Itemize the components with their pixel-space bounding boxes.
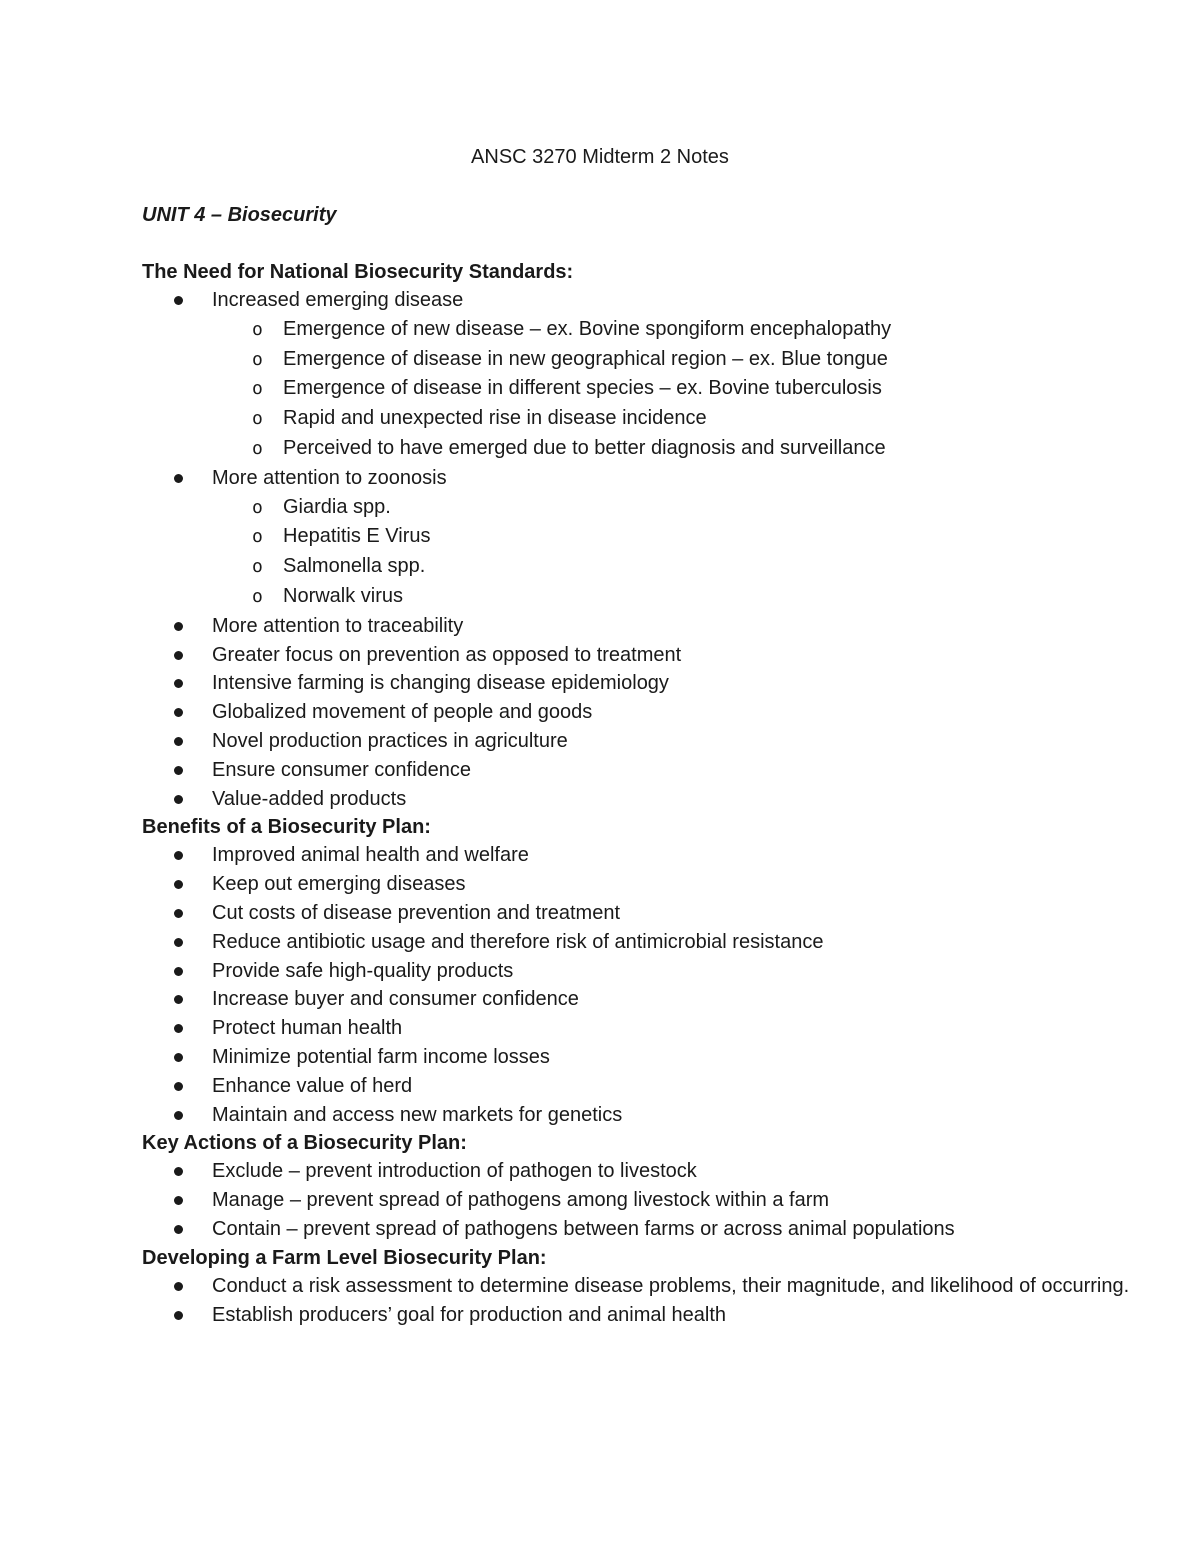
- bullet-dot-icon: [174, 1311, 183, 1320]
- circle-bullet-icon: o: [252, 556, 263, 578]
- list-item-text: Provide safe high-quality products: [212, 959, 514, 982]
- list-item: [142, 756, 1142, 785]
- list-item: [142, 928, 1142, 957]
- list-item-text: Intensive farming is changing disease epidemiology: [212, 672, 669, 695]
- bullet-dot-icon: [174, 795, 183, 804]
- bullet-dot-icon: [174, 296, 183, 305]
- bullet-dot-icon: [174, 651, 183, 660]
- bullet-dot-icon: [174, 766, 183, 775]
- bullet-list: [142, 841, 1142, 1129]
- list-item-text: Value-added products: [212, 787, 407, 810]
- unit-prefix: UNIT 4 –: [142, 204, 228, 226]
- list-item: [142, 870, 1142, 899]
- list-item-text: Reduce antibiotic usage and therefore risk of antimicrobial resistance: [212, 930, 824, 953]
- list-item: [142, 641, 1142, 670]
- list-item-text: Novel production practices in agriculture: [212, 729, 568, 752]
- list-item: [142, 612, 1142, 641]
- bullet-dot-icon: [174, 851, 183, 860]
- list-item: [142, 1272, 1142, 1301]
- bullet-dot-icon: [174, 1196, 183, 1205]
- bullet-dot-icon: [174, 1082, 183, 1091]
- list-item-text: Protect human health: [212, 1017, 403, 1040]
- circle-bullet-icon: o: [252, 585, 263, 607]
- sub-list: [212, 315, 1142, 464]
- sub-list-item: [142, 552, 1142, 582]
- bullet-dot-icon: [174, 622, 183, 631]
- sub-list-item-text: Emergence of disease in different species – ex. Bovine tuberculosis: [283, 377, 882, 400]
- section-heading: Developing a Farm Level Biosecurity Plan:: [142, 1246, 547, 1269]
- list-item-text: More attention to traceability: [212, 614, 464, 637]
- bullet-dot-icon: [174, 737, 183, 746]
- bullet-dot-icon: [174, 1024, 183, 1033]
- list-item: [142, 1101, 1142, 1130]
- list-item-text: Minimize potential farm income losses: [212, 1045, 550, 1068]
- circle-bullet-icon: o: [252, 348, 263, 370]
- list-item-text: Keep out emerging diseases: [212, 873, 466, 896]
- bullet-dot-icon: [174, 474, 183, 483]
- circle-bullet-icon: o: [252, 318, 263, 340]
- list-item: [142, 899, 1142, 928]
- list-item-text: Maintain and access new markets for genetics: [212, 1103, 623, 1126]
- list-item: [142, 1014, 1142, 1043]
- list-item: [142, 464, 1142, 612]
- bullet-dot-icon: [174, 938, 183, 947]
- sub-list-item: [142, 522, 1142, 552]
- list-item: [142, 1072, 1142, 1101]
- list-item: [142, 1157, 1142, 1186]
- sub-list-item: [142, 404, 1142, 434]
- circle-bullet-icon: o: [252, 378, 263, 400]
- section-heading: The Need for National Biosecurity Standards:: [142, 261, 574, 283]
- sub-list-item-text: Emergence of new disease – ex. Bovine spongiform encephalopathy: [283, 317, 892, 340]
- list-item-text: Enhance value of herd: [212, 1074, 413, 1097]
- list-item-text: Greater focus on prevention as opposed to treatment: [212, 643, 682, 666]
- bullet-list: [142, 286, 1142, 813]
- sub-list-item-text: Hepatitis E Virus: [283, 525, 431, 548]
- circle-bullet-icon: o: [252, 437, 263, 459]
- list-item-text: Cut costs of disease prevention and treatment: [212, 901, 621, 924]
- list-item-text: Globalized movement of people and goods: [212, 701, 593, 724]
- bullet-dot-icon: [174, 1053, 183, 1062]
- list-item: [142, 785, 1142, 814]
- sub-list-item-text: Emergence of disease in new geographical region – ex. Blue tongue: [283, 347, 888, 370]
- list-item-text: Increased emerging disease: [212, 289, 464, 311]
- sub-list-item-text: Norwalk virus: [283, 584, 404, 607]
- list-item: [142, 698, 1142, 727]
- sub-list-item: [142, 315, 1142, 345]
- section-heading: Benefits of a Biosecurity Plan:: [142, 816, 431, 839]
- list-item-text: Establish producers’ goal for production and animal health: [212, 1303, 727, 1326]
- bullet-dot-icon: [174, 967, 183, 976]
- bullet-dot-icon: [174, 1282, 183, 1291]
- list-item: [142, 669, 1142, 698]
- bullet-dot-icon: [174, 1111, 183, 1120]
- document-title: ANSC 3270 Midterm 2 Notes: [471, 146, 729, 168]
- sub-list-item: [142, 493, 1142, 523]
- sub-list-item-text: Giardia spp.: [283, 495, 391, 518]
- sub-list-item-text: Rapid and unexpected rise in disease incidence: [283, 407, 707, 430]
- unit-topic: Biosecurity: [227, 204, 337, 226]
- list-item-text: Conduct a risk assessment to determine disease problems, their magnitude, and likelihood of occurring.: [212, 1274, 1130, 1297]
- sub-list-item-text: Perceived to have emerged due to better diagnosis and surveillance: [283, 436, 886, 459]
- list-item-text: Contain – prevent spread of pathogens between farms or across animal populations: [212, 1217, 955, 1240]
- list-item-text: Ensure consumer confidence: [212, 758, 472, 781]
- list-item: [142, 1043, 1142, 1072]
- bullet-dot-icon: [174, 880, 183, 889]
- list-item-text: Manage – prevent spread of pathogens among livestock within a farm: [212, 1189, 830, 1212]
- list-item-text: Exclude – prevent introduction of pathogen to livestock: [212, 1160, 697, 1183]
- bullet-dot-icon: [174, 1167, 183, 1176]
- circle-bullet-icon: o: [252, 496, 263, 518]
- list-item: [142, 985, 1142, 1014]
- bullet-dot-icon: [174, 995, 183, 1004]
- list-item: [142, 1301, 1142, 1330]
- bullet-dot-icon: [174, 1225, 183, 1234]
- circle-bullet-icon: o: [252, 408, 263, 430]
- sub-list-item: [142, 434, 1142, 464]
- unit-heading: [142, 201, 337, 229]
- sub-list-item: [142, 345, 1142, 375]
- list-item-text: Increase buyer and consumer confidence: [212, 988, 579, 1011]
- sub-list-item: [142, 374, 1142, 404]
- sub-list-item-text: Salmonella spp.: [283, 555, 426, 578]
- bullet-dot-icon: [174, 679, 183, 688]
- list-item: [142, 1215, 1142, 1244]
- list-item-text: Improved animal health and welfare: [212, 844, 529, 867]
- list-item: [142, 1186, 1142, 1215]
- list-item: [142, 957, 1142, 986]
- list-item: [142, 727, 1142, 756]
- document-body: [142, 258, 1142, 1329]
- bullet-list: [142, 1272, 1142, 1330]
- circle-bullet-icon: o: [252, 526, 263, 548]
- list-item: [142, 841, 1142, 870]
- bullet-dot-icon: [174, 708, 183, 717]
- list-item-text: More attention to zoonosis: [212, 466, 447, 489]
- section-heading: Key Actions of a Biosecurity Plan:: [142, 1132, 467, 1155]
- sub-list: [212, 493, 1142, 612]
- list-item: [142, 286, 1142, 464]
- bullet-dot-icon: [174, 909, 183, 918]
- sub-list-item: [142, 582, 1142, 612]
- bullet-list: [142, 1157, 1142, 1243]
